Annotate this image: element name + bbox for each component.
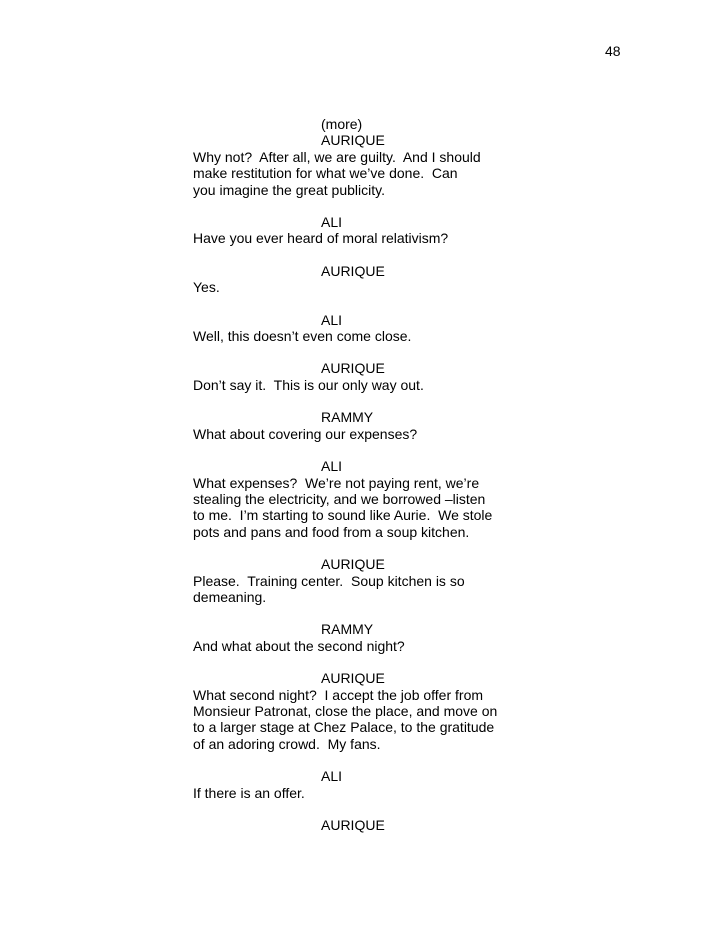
- dialogue-line: to a larger stage at Chez Palace, to the gratitude: [193, 719, 495, 736]
- dialogue-line: pots and pans and food from a soup kitchen.: [193, 523, 470, 540]
- dialogue-line: make restitution for what we’ve done. Can: [193, 165, 458, 182]
- dialogue-block: [193, 817, 523, 833]
- character-name: ALI: [321, 458, 343, 475]
- dialogue-line: Why not? After all, we are guilty. And I should: [193, 148, 481, 165]
- page-number: 48: [605, 43, 621, 59]
- dialogue-line: Please. Training center. Soup kitchen is so: [193, 572, 465, 589]
- character-name: ALI: [321, 768, 343, 785]
- dialogue-block: [193, 768, 523, 801]
- character-name: RAMMY: [321, 409, 374, 426]
- dialogue-block: [193, 116, 523, 198]
- character-name: AURIQUE: [321, 132, 385, 149]
- dialogue-line: What second night? I accept the job offer from: [193, 686, 484, 703]
- dialogue-block: [193, 458, 523, 540]
- dialogue-block: [193, 214, 523, 247]
- dialogue-line: If there is an offer.: [193, 784, 305, 801]
- character-name: AURIQUE: [321, 360, 385, 377]
- dialogue-block: [193, 312, 523, 345]
- dialogue-line: Monsieur Patronat, close the place, and move on: [193, 702, 498, 719]
- script-body: [193, 116, 523, 849]
- dialogue-line: What about covering our expenses?: [193, 425, 418, 442]
- dialogue-line: Well, this doesn’t even come close.: [193, 328, 412, 345]
- character-name: ALI: [321, 214, 343, 231]
- dialogue-line: Yes.: [193, 279, 220, 296]
- character-name: RAMMY: [321, 621, 374, 638]
- character-name: ALI: [321, 311, 343, 328]
- dialogue-line: demeaning.: [193, 588, 267, 605]
- dialogue-line: Don’t say it. This is our only way out.: [193, 376, 424, 393]
- dialogue-line: to me. I’m starting to sound like Aurie. We stole: [193, 507, 493, 524]
- dialogue-line: of an adoring crowd. My fans.: [193, 735, 381, 752]
- dialogue-line: stealing the electricity, and we borrowed –listen: [193, 490, 486, 507]
- dialogue-block: [193, 409, 523, 442]
- dialogue-line: Have you ever heard of moral relativism?: [193, 230, 449, 247]
- dialogue-line: And what about the second night?: [193, 637, 405, 654]
- dialogue-block: [193, 621, 523, 654]
- dialogue-line: What expenses? We’re not paying rent, we’re: [193, 474, 480, 491]
- character-name: AURIQUE: [321, 262, 385, 279]
- dialogue-line: you imagine the great publicity.: [193, 181, 385, 198]
- character-name: AURIQUE: [321, 556, 385, 573]
- dialogue-block: [193, 263, 523, 296]
- character-name: AURIQUE: [321, 670, 385, 687]
- character-name: AURIQUE: [321, 817, 385, 833]
- dialogue-block: [193, 556, 523, 605]
- dialogue-block: [193, 670, 523, 752]
- dialogue-block: [193, 360, 523, 393]
- character-name: (more): [321, 116, 363, 132]
